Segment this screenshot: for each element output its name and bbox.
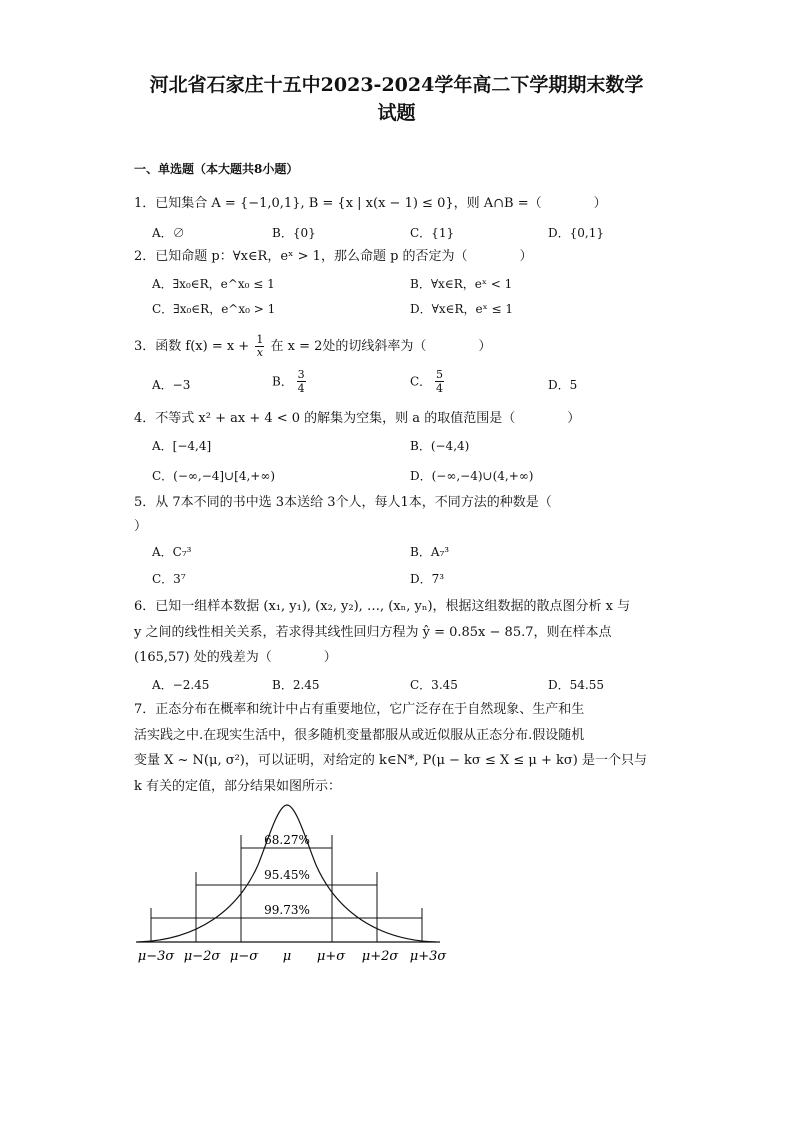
band-label-1sigma: 68.27% <box>264 833 310 847</box>
q3-option-d: D．5 <box>548 378 578 392</box>
normal-distribution-figure <box>128 800 458 970</box>
q3-option-b-numerator: 3 <box>297 368 305 381</box>
section-heading: 一、单选题（本大题共8小题） <box>134 162 299 176</box>
question-5-stem-continued: ） <box>134 519 148 534</box>
question-4-stem: 4．不等式 x² + ax + 4 < 0 的解集为空集，则 a 的取值范围是（ ） <box>134 411 581 426</box>
question-6-stem-line2: y 之间的线性相关关系，若求得其线性回归方程为 ŷ = 0.85x − 85.7，则在样本点 <box>134 625 612 640</box>
q3-stem-prefix: 3．函数 f(x) = x + <box>134 339 250 354</box>
axis-label-mu: μ <box>282 949 292 964</box>
q5-option-b: B．A₇³ <box>410 545 450 559</box>
q3-option-c-label: C． <box>410 374 432 389</box>
q1-option-a: A．∅ <box>152 226 185 240</box>
q2-option-c: C．∃x₀∈R，e^x₀ > 1 <box>152 302 276 316</box>
q3-option-c <box>410 368 444 395</box>
q3-stem-suffix: 在 x = 2处的切线斜率为（ ） <box>270 339 492 354</box>
q3-option-b-label: B． <box>272 374 293 389</box>
q4-option-d: D．(−∞,−4)∪(4,+∞) <box>410 469 534 483</box>
q3-option-b <box>272 368 306 395</box>
axis-label-mu-minus-2sigma: μ−2σ <box>183 949 221 964</box>
question-7-stem-line3: 变量 X ~ N(μ, σ²)，可以证明，对给定的 k∈N*, P(μ − kσ ≤ X ≤ μ + kσ) 是一个只与 <box>134 753 647 768</box>
q3-option-b-fraction <box>297 368 306 395</box>
question-7-stem-line1: 7．正态分布在概率和统计中占有重要地位，它广泛存在于自然现象、生产和生 <box>134 702 585 717</box>
q3-option-a: A．−3 <box>152 378 191 392</box>
q3-option-c-denominator: 4 <box>436 382 444 395</box>
question-2-stem: 2．已知命题 p：∀x∈R，eˣ > 1，那么命题 p 的否定为（ ） <box>134 249 533 264</box>
question-6-stem-line1: 6．已知一组样本数据 (x₁, y₁), (x₂, y₂), …, (xₙ, yₙ)，根据这组数据的散点图分析 x 与 <box>134 599 631 614</box>
axis-label-mu-minus-3sigma: μ−3σ <box>137 949 175 964</box>
q4-option-b: B．(−4,4) <box>410 439 470 453</box>
q6-option-b: B．2.45 <box>272 678 320 692</box>
q5-option-a: A．C₇³ <box>152 545 192 559</box>
q2-option-a: A．∃x₀∈R，e^x₀ ≤ 1 <box>152 277 275 291</box>
band-label-3sigma: 99.73% <box>264 903 310 917</box>
question-5-stem: 5．从 7本不同的书中选 3本送给 3个人，每人1本，不同方法的种数是（ <box>134 495 552 510</box>
question-3-stem <box>134 334 491 359</box>
q1-option-d: D．{0,1} <box>548 226 604 240</box>
q3-option-c-numerator: 5 <box>436 368 444 381</box>
axis-label-mu-minus-sigma: μ−σ <box>229 949 259 964</box>
q5-option-c: C．3⁷ <box>152 572 186 586</box>
q3-option-b-denominator: 4 <box>297 382 305 395</box>
q2-option-b: B．∀x∈R，eˣ < 1 <box>410 277 513 291</box>
axis-label-mu-plus-sigma: μ+σ <box>316 949 346 964</box>
question-1-stem: 1．已知集合 A = {−1,0,1}, B = {x | x(x − 1) ≤ 0}，则 A∩B =（ ） <box>134 196 607 211</box>
q2-option-d: D．∀x∈R，eˣ ≤ 1 <box>410 302 514 316</box>
axis-label-mu-plus-2sigma: μ+2σ <box>361 949 399 964</box>
q4-option-a: A．[−4,4] <box>152 439 212 453</box>
axis-label-mu-plus-3sigma: μ+3σ <box>409 949 447 964</box>
q3-fraction-denominator: x <box>256 346 263 359</box>
q1-option-b: B．{0} <box>272 226 316 240</box>
question-7-stem-line2: 活实践之中.在现实生活中，很多随机变量都服从或近似服从正态分布.假设随机 <box>134 728 585 743</box>
q4-option-c: C．(−∞,−4]∪[4,+∞) <box>152 469 276 483</box>
q3-fraction-numerator: 1 <box>256 333 264 346</box>
q1-option-c: C．{1} <box>410 226 455 240</box>
band-label-2sigma: 95.45% <box>264 868 310 882</box>
q5-option-d: D．7³ <box>410 572 445 586</box>
q6-option-a: A．−2.45 <box>152 678 210 692</box>
page-title-continued: 试题 <box>377 102 416 124</box>
q3-option-c-fraction <box>435 368 444 395</box>
q3-fraction <box>255 334 264 359</box>
question-7-stem-line4: k 有关的定值，部分结果如图所示： <box>134 779 342 794</box>
page-title: 河北省石家庄十五中2023-2024学年高二下学期期末数学 <box>149 74 644 96</box>
q6-option-c: C．3.45 <box>410 678 458 692</box>
question-6-stem-line3: (165,57) 处的残差为（ ） <box>134 650 337 665</box>
q6-option-d: D．54.55 <box>548 678 604 692</box>
